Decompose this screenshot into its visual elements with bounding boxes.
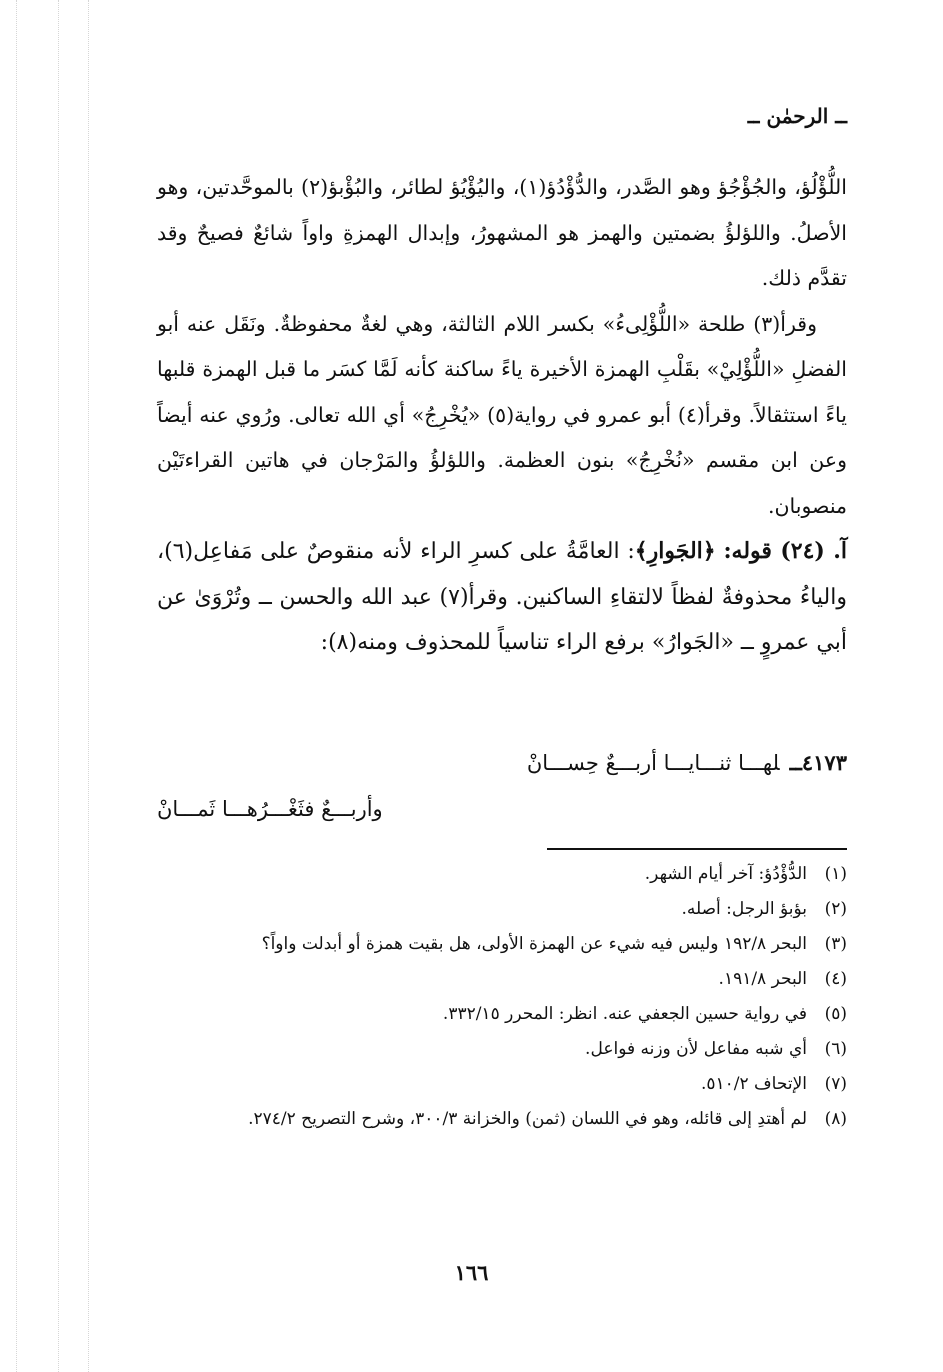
footnote-item	[159, 1033, 847, 1065]
footnote-text: الدُّؤْدُؤ: آخر أيام الشهر.	[644, 864, 807, 884]
footnote-text: البحر ١٩٢/٨ وليس فيه شيء عن الهمزة الأولى، هل بقيت همزة أو أبدلت واواً؟	[261, 934, 807, 954]
verse-hemistich-1: لهـــا ثنـــايـــا أربـــعٌ حِســـانْ	[526, 751, 780, 775]
verse-number: ٤١٧٣ــ	[789, 750, 847, 775]
footnote-text: في رواية حسين الجعفي عنه. انظر: المحرر ٣٣٢/١٥.	[442, 1004, 807, 1024]
paragraph-1: اللُّؤْلُؤ، والجُؤْجُؤ وهو الصَّدر، والدُّؤْدُؤ(١)، واليُؤْيُؤ لطائر، والبُؤْبؤ(٢) بالموحَّدتين، وهو الأصلُ. واللؤلؤُ بضمتين والهمز هو المشهورُ، وإبدال الهمزةِ واواً شائعٌ فصيحٌ وقد تقدَّم ذلك.	[157, 175, 847, 290]
running-head: ــ الرحمٰن ــ	[747, 104, 847, 128]
paragraph-3	[157, 529, 847, 666]
footnote-number: (٦)	[824, 1039, 847, 1059]
paragraph-2: وقرأ(٣) طلحة «اللُّؤْلِىءُ» بكسر اللام الثالثة، وهي لغةٌ محفوظةٌ. ونَقَل عنه أبو الفضلِ «اللُّؤْلِيْ» بقَلْبِ الهمزة الأخيرة ياءً ساكنة كأنه لَمَّا كسَر ما قبل الهمزة قلبها ياءً استثقالاً. وقرأ(٤) أبو عمرو في رواية(٥) «يُخْرِجُ» أي الله تعالى. ورُوي عنه أيضاً وعن ابن مقسم «نُخْرِجُ» بنون العظمة. واللؤلؤُ والمَرْجان في هاتين القراءتَيْن منصوبان.	[157, 311, 847, 518]
quranic-word: ﴿الجَوارِ﴾	[634, 538, 716, 564]
footnote-number: (٥)	[824, 1004, 847, 1024]
main-text	[157, 165, 847, 666]
scan-line	[88, 0, 89, 1372]
footnotes-list	[159, 858, 847, 1138]
footnote-text: لم أهتدِ إلى قائله، وهو في اللسان (ثمن) والخزانة ٣٠٠/٣، وشرح التصريح ٢٧٤/٢.	[248, 1109, 807, 1129]
verse-hemistich-2: وأربـــعٌ فثَغْـــرُهـــا ثَمـــانْ	[157, 797, 383, 821]
footnote-item	[159, 858, 847, 890]
footnote-number: (٧)	[824, 1074, 847, 1094]
scan-line	[16, 0, 17, 1372]
footnote-item	[159, 963, 847, 995]
footnote-text: بؤبؤ الرجل: أصله.	[681, 899, 807, 919]
footnote-text: الإتحاف ٥١٠/٢.	[700, 1074, 807, 1094]
footnote-item	[159, 893, 847, 925]
footnote-number: (١)	[824, 864, 847, 884]
footnote-item	[159, 928, 847, 960]
footnote-number: (٤)	[824, 969, 847, 989]
footnote-item	[159, 1068, 847, 1100]
verse-marker: آ. (٢٤) قوله:	[723, 538, 848, 564]
footnote-text: أي شبه مفاعل لأن وزنه فواعل.	[585, 1039, 807, 1059]
scan-line	[58, 0, 59, 1372]
verse-line-1	[527, 740, 847, 786]
footnote-item	[159, 1103, 847, 1135]
footnote-number: (٣)	[824, 934, 847, 954]
footnote-number: (٢)	[824, 899, 847, 919]
footnote-item	[159, 998, 847, 1030]
verse-line-2	[157, 786, 383, 832]
footnote-number: (٨)	[824, 1109, 847, 1129]
footnote-separator	[547, 848, 847, 850]
page-number: ١٦٦	[454, 1260, 489, 1285]
paragraph-3-text: : العامَّةُ على كسرِ الراء لأنه منقوصٌ على مَفاعِل(٦)، والياءُ محذوفةٌ لفظاً لالتقاءِ الساكنين. وقرأ(٧) عبد الله والحسن ــ وتُرْوَىٰ عن أبي عمروٍ ــ «الجَوارُ» برفع الراء تناسياً للمحذوف ومنه(٨):	[157, 539, 847, 655]
footnote-text: البحر ١٩١/٨.	[718, 969, 807, 989]
